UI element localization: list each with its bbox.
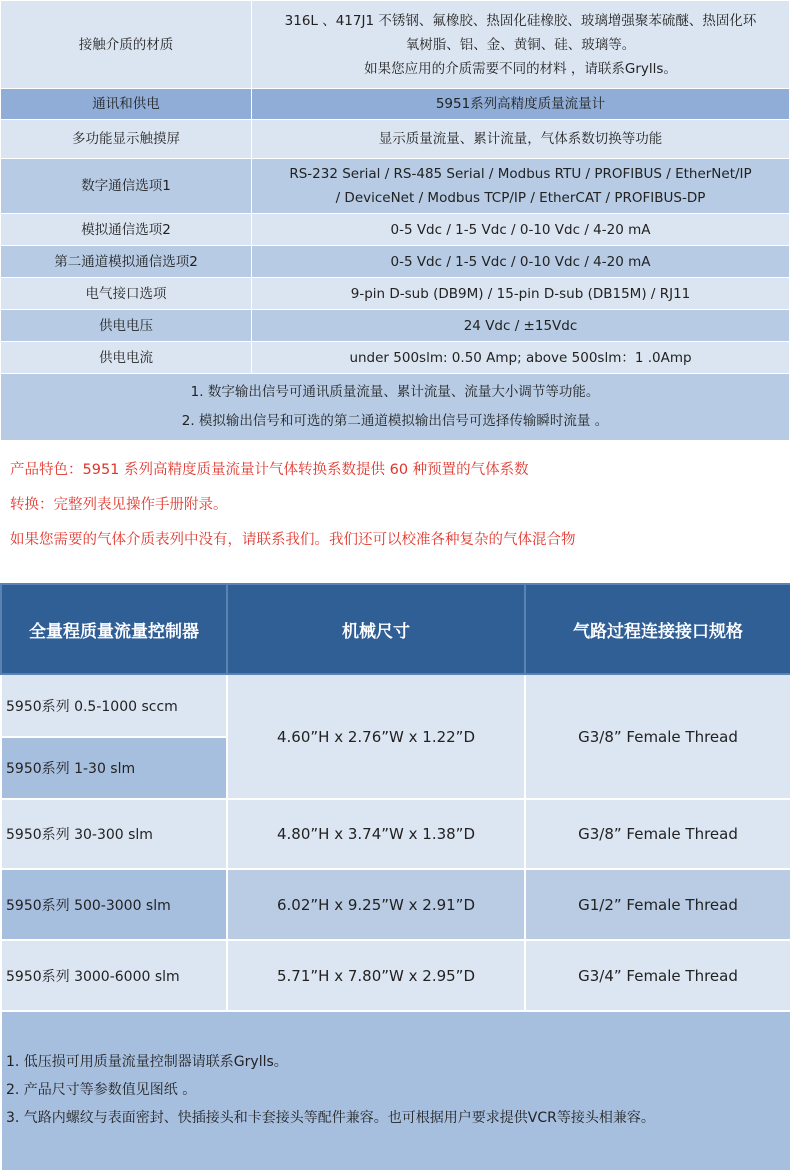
dimensions-header-row [1, 584, 790, 674]
spec-label: 供电电压 [1, 310, 252, 342]
dimensions-table [0, 583, 790, 1172]
table-row [1, 799, 790, 869]
spec-value-line: RS-232 Serial / RS-485 Serial / Modbus RTU / PROFIBUS / EtherNet/IP [289, 166, 752, 182]
header-dimensions: 机械尺寸 [227, 584, 525, 674]
table-row [1, 869, 790, 940]
spec-row-comm [1, 89, 790, 120]
spec-row-voltage [1, 310, 790, 342]
dimensions-notes-row [1, 1011, 790, 1171]
spec-notes [1, 374, 790, 441]
feature-line: 产品特色：5951 系列高精度质量流量计气体转换系数提供 60 种预置的气体系数 [10, 462, 529, 478]
dimensions-notes [1, 1011, 790, 1171]
dimensions-value: 6.02”H x 9.25”W x 2.91”D [227, 869, 525, 940]
dimensions-value: 5.71”H x 7.80”W x 2.95”D [227, 940, 525, 1011]
port-value: G3/8” Female Thread [525, 799, 790, 869]
model-name: 5950系列 3000-6000 slm [1, 940, 227, 1011]
spec-value: 9-pin D-sub (DB9M) / 15-pin D-sub (DB15M) / RJ11 [252, 278, 790, 310]
product-features [10, 453, 780, 558]
feature-line: 转换：完整列表见操作手册附录。 [10, 497, 228, 513]
spec-note: 2. 模拟输出信号和可选的第二通道模拟输出信号可选择传输瞬时流量 。 [181, 413, 609, 429]
port-value: G3/8” Female Thread [525, 674, 790, 799]
spec-label: 供电电流 [1, 342, 252, 374]
spec-notes-row [1, 374, 790, 441]
port-value: G1/2” Female Thread [525, 869, 790, 940]
spec-row-analog [1, 214, 790, 246]
spec-row-connector [1, 278, 790, 310]
spec-label: 通讯和供电 [1, 89, 252, 120]
note-line: 1. 低压损可用质量流量控制器请联系Grylls。 [6, 1054, 288, 1070]
spec-row-current [1, 342, 790, 374]
spec-row-digital [1, 159, 790, 214]
port-value: G3/4” Female Thread [525, 940, 790, 1011]
spec-label: 模拟通信选项2 [1, 214, 252, 246]
spec-row-material [1, 1, 790, 89]
spec-label: 电气接口选项 [1, 278, 252, 310]
spec-row-display [1, 120, 790, 159]
spec-value-line: / DeviceNet / Modbus TCP/IP / EtherCAT / PROFIBUS-DP [335, 190, 706, 206]
spec-table [0, 0, 790, 441]
spec-value: 0-5 Vdc / 1-5 Vdc / 0-10 Vdc / 4-20 mA [252, 214, 790, 246]
dimensions-value: 4.60”H x 2.76”W x 1.22”D [227, 674, 525, 799]
table-row [1, 674, 790, 737]
spec-value: 0-5 Vdc / 1-5 Vdc / 0-10 Vdc / 4-20 mA [252, 246, 790, 278]
spec-label: 接触介质的材质 [1, 1, 252, 89]
table-row [1, 940, 790, 1011]
spec-value: 24 Vdc / ±15Vdc [252, 310, 790, 342]
feature-line: 如果您需要的气体介质表列中没有，请联系我们。我们还可以校准各种复杂的气体混合物 [10, 532, 576, 548]
note-line: 3. 气路内螺纹与表面密封、快插接头和卡套接头等配件兼容。也可根据用户要求提供VCR等接头相兼容。 [6, 1110, 655, 1126]
spec-value: 5951系列高精度质量流量计 [252, 89, 790, 120]
spec-value-line: 氧树脂、铝、金、黄铜、硅、玻璃等。 [405, 36, 636, 53]
spec-value: 显示质量流量、累计流量，气体系数切换等功能 [252, 120, 790, 159]
model-name: 5950系列 0.5-1000 sccm [1, 674, 227, 737]
model-name: 5950系列 500-3000 slm [1, 869, 227, 940]
model-name: 5950系列 1-30 slm [1, 737, 227, 799]
spec-value-line: 如果您应用的介质需要不同的材料 ，请联系Grylls。 [364, 60, 677, 77]
spec-row-analog2 [1, 246, 790, 278]
spec-value [252, 1, 790, 89]
header-controller: 全量程质量流量控制器 [1, 584, 227, 674]
header-port: 气路过程连接接口规格 [525, 584, 790, 674]
spec-note: 1. 数字输出信号可通讯质量流量、累计流量、流量大小调节等功能。 [190, 384, 600, 400]
spec-label: 数字通信选项1 [1, 159, 252, 214]
spec-value-line: 316L 、417J1 不锈钢、氟橡胶、热固化硅橡胶、玻璃增强聚苯硫醚、热固化环 [284, 12, 757, 29]
dimensions-value: 4.80”H x 3.74”W x 1.38”D [227, 799, 525, 869]
model-name: 5950系列 30-300 slm [1, 799, 227, 869]
note-line: 2. 产品尺寸等参数值见图纸 。 [6, 1082, 197, 1098]
spec-value [252, 159, 790, 214]
spec-label: 第二通道模拟通信选项2 [1, 246, 252, 278]
spec-label: 多功能显示触摸屏 [1, 120, 252, 159]
spec-value: under 500slm: 0.50 Amp; above 500slm：1 .0Amp [252, 342, 790, 374]
